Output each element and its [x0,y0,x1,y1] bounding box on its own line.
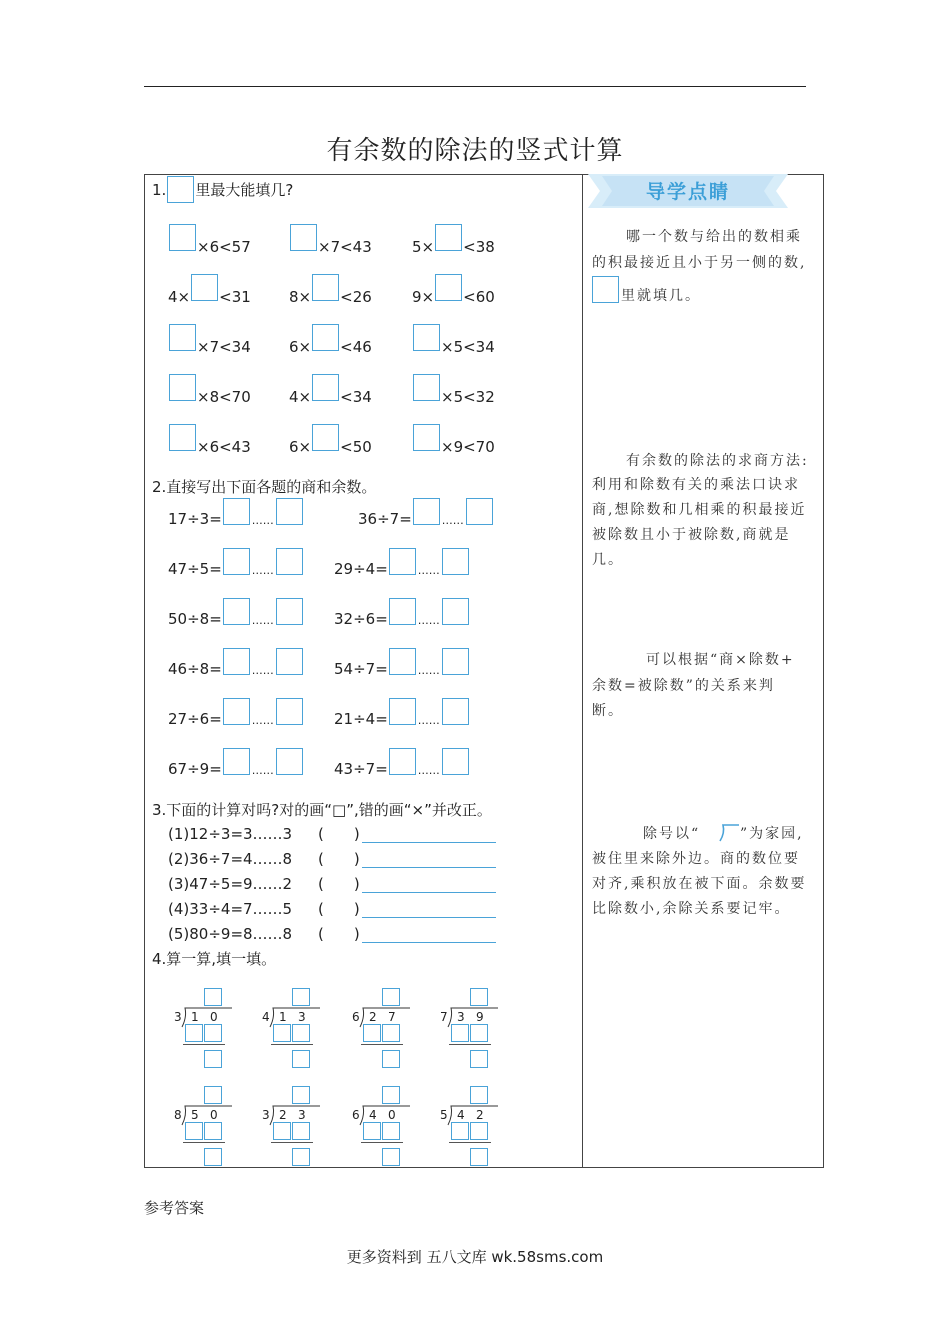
tip2-line5: 几。 [592,552,624,568]
divisor-digit: 6 [352,1108,360,1122]
q1-item-suffix: ×9<70 [441,438,495,456]
product-box[interactable] [204,1122,222,1140]
q1-answer-box[interactable] [435,274,462,301]
tip1-line3: 里就填几。 [621,288,701,304]
product-box[interactable] [273,1024,291,1042]
remainder-box[interactable] [442,598,469,625]
q1-item-suffix: <50 [340,438,372,456]
q1-item [289,274,372,306]
dividend-digit: 5 [191,1108,199,1122]
q3-statement: (3)47÷5=9……2 [168,875,293,893]
tip3-line3: 断。 [592,703,624,719]
tip4-line4: 比除数小,余除关系要记牢。 [592,901,791,917]
quotient-box[interactable] [389,748,416,775]
dividend-digit: 4 [369,1108,377,1122]
q1-answer-box[interactable] [413,424,440,451]
q3-correction-line[interactable] [362,917,496,918]
product-box[interactable] [363,1024,381,1042]
remainder-box[interactable] [466,498,493,525]
q1-item-suffix: ×6<43 [197,438,251,456]
q1-item [168,324,251,356]
q1-item [289,374,372,406]
q2-item [168,548,304,581]
product-box[interactable] [292,1122,310,1140]
q3-correction-line[interactable] [362,842,496,843]
quotient-box[interactable] [223,698,250,725]
q3-heading: 3.下面的计算对吗?对的画“□”,错的画“×”并改正。 [152,801,492,819]
q3-correction-line[interactable] [362,942,496,943]
quotient-box[interactable] [292,988,310,1006]
badge-title: 导学点睛 [645,181,730,203]
q1-item-suffix: <34 [340,388,372,406]
answer-box-icon [592,276,619,303]
column-divider [582,174,583,1168]
q1-item-prefix: 9× [412,288,435,306]
tip1-line2: 的积最接近且小于另一侧的数, [592,255,807,271]
quotient-box[interactable] [413,498,440,525]
q1-answer-box[interactable] [312,374,339,401]
q1-item-suffix: <38 [463,238,495,256]
remainder-dots: …… [251,564,274,577]
q3-correction-line[interactable] [362,867,496,868]
tip2-line1: 有余数的除法的求商方法: [626,453,809,469]
top-rule [144,86,806,87]
remainder-box[interactable] [276,648,303,675]
q3-statement: (5)80÷9=8……8 [168,925,293,943]
q1-item-prefix: 5× [412,238,435,256]
tip4-line1a: 除号以“ [643,826,701,842]
q3-judge-slot[interactable]: ( ) [318,875,360,893]
q1-item-suffix: <60 [463,288,495,306]
remainder-box[interactable] [442,748,469,775]
quotient-box[interactable] [470,988,488,1006]
q2-heading: 2.直接写出下面各题的商和余数。 [152,478,377,496]
quotient-box[interactable] [389,548,416,575]
tip3-line2: 余数=被除数”的关系来判 [592,678,775,694]
quotient-box[interactable] [389,598,416,625]
remainder-box[interactable] [382,1050,400,1068]
q2-item [334,698,470,731]
q3-judge-slot[interactable]: ( ) [318,850,360,868]
q1-answer-box[interactable] [191,274,218,301]
answers-label: 参考答案 [144,1199,205,1217]
q1-item-suffix: ×5<34 [441,338,495,356]
q3-statement: (4)33÷4=7……5 [168,900,293,918]
q3-statement: (1)12÷3=3……3 [168,825,293,843]
q2-expression: 29÷4= [334,560,388,578]
q1-answer-box[interactable] [169,224,196,251]
remainder-box[interactable] [442,548,469,575]
product-box[interactable] [363,1122,381,1140]
remainder-dots: …… [441,514,464,527]
q2-item [334,748,470,781]
q1-item-prefix: 6× [289,438,312,456]
remainder-box[interactable] [276,598,303,625]
dividend-digit: 4 [457,1108,465,1122]
product-box[interactable] [451,1122,469,1140]
subtraction-line [361,1142,403,1143]
dividend-digit: 2 [369,1010,377,1024]
q2-item [168,498,304,531]
remainder-dots: …… [251,714,274,727]
product-box[interactable] [292,1024,310,1042]
divisor-digit: 4 [262,1010,270,1024]
q2-item [168,698,304,731]
remainder-box[interactable] [442,698,469,725]
q1-answer-box[interactable] [290,224,317,251]
q1-answer-box[interactable] [312,424,339,451]
remainder-box[interactable] [470,1050,488,1068]
q2-expression: 54÷7= [334,660,388,678]
q1-item [168,224,251,256]
quotient-box[interactable] [470,1086,488,1104]
q2-expression: 67÷9= [168,760,222,778]
q1-item [168,424,251,456]
dividend-digit: 0 [388,1108,396,1122]
quotient-box[interactable] [223,598,250,625]
remainder-box[interactable] [276,548,303,575]
q1-item-suffix: ×6<57 [197,238,251,256]
answer-box-icon [167,176,194,203]
subtraction-line [449,1142,491,1143]
tip3-line1: 可以根据“商×除数+ [646,652,795,668]
q2-item [168,598,304,631]
remainder-dots: …… [417,564,440,577]
q2-item [334,548,470,581]
remainder-box[interactable] [276,698,303,725]
divisor-digit: 6 [352,1010,360,1024]
remainder-box[interactable] [276,498,303,525]
q1-item-suffix: ×7<34 [197,338,251,356]
quotient-box[interactable] [382,988,400,1006]
quotient-box[interactable] [223,748,250,775]
q2-expression: 21÷4= [334,710,388,728]
product-box[interactable] [451,1024,469,1042]
tip1-line1: 哪一个数与给出的数相乘 [626,229,802,245]
tip4-line3: 对齐,乘积放在被下面。余数要 [592,876,807,892]
dividend-digit: 3 [457,1010,465,1024]
subtraction-line [183,1142,225,1143]
tip4-line2: 被住里来除外边。商的数位要 [592,851,800,867]
q1-item-suffix: ×7<43 [318,238,372,256]
q3-judge-slot[interactable]: ( ) [318,925,360,943]
divisor-digit: 7 [440,1010,448,1024]
q1-answer-box[interactable] [435,224,462,251]
subtraction-line [449,1044,491,1045]
quotient-box[interactable] [389,698,416,725]
quotient-box[interactable] [223,648,250,675]
q2-expression: 36÷7= [358,510,412,528]
q1-item-suffix: ×5<32 [441,388,495,406]
q1-item [412,274,495,306]
remainder-dots: …… [251,664,274,677]
dividend-digit: 0 [210,1108,218,1122]
q1-item-suffix: <31 [219,288,251,306]
quotient-box[interactable] [204,988,222,1006]
q3-judge-slot[interactable]: ( ) [318,900,360,918]
tip4-line1b: ”为家园, [740,826,804,842]
subtraction-line [361,1044,403,1045]
q2-item [168,648,304,681]
q3-judge-slot[interactable]: ( ) [318,825,360,843]
remainder-box[interactable] [292,1148,310,1166]
remainder-box[interactable] [442,648,469,675]
remainder-box[interactable] [204,1050,222,1068]
page-title: 有余数的除法的竖式计算 [326,136,624,166]
dividend-digit: 2 [279,1108,287,1122]
tip2-line3: 商,想除数和几相乘的积最接近 [592,502,807,518]
q1-item [168,374,251,406]
q1-item-prefix: 4× [168,288,191,306]
quotient-box[interactable] [223,498,250,525]
product-box[interactable] [185,1024,203,1042]
q1-item-suffix: <26 [340,288,372,306]
remainder-dots: …… [251,514,274,527]
product-box[interactable] [204,1024,222,1042]
dividend-digit: 0 [210,1010,218,1024]
q2-expression: 50÷8= [168,610,222,628]
dividend-digit: 9 [476,1010,484,1024]
divisor-digit: 5 [440,1108,448,1122]
divisor-digit: 3 [174,1010,182,1024]
dividend-digit: 2 [476,1108,484,1122]
q2-expression: 43÷7= [334,760,388,778]
q2-expression: 17÷3= [168,510,222,528]
q1-item [168,274,251,306]
q4-heading: 4.算一算,填一填。 [152,950,277,968]
remainder-dots: …… [417,614,440,627]
q1-item [289,224,372,256]
q3-correction-line[interactable] [362,892,496,893]
remainder-box[interactable] [382,1148,400,1166]
remainder-dots: …… [417,764,440,777]
dividend-digit: 1 [191,1010,199,1024]
q2-item [358,498,494,531]
q2-item [334,598,470,631]
quotient-box[interactable] [292,1086,310,1104]
division-bracket-icon [716,824,740,842]
q2-item [168,748,304,781]
quotient-box[interactable] [223,548,250,575]
q2-expression: 47÷5= [168,560,222,578]
q1-item-prefix: 6× [289,338,312,356]
quotient-box[interactable] [204,1086,222,1104]
q1-item-prefix: 8× [289,288,312,306]
q1-item [412,224,495,256]
remainder-box[interactable] [276,748,303,775]
remainder-dots: …… [417,714,440,727]
product-box[interactable] [382,1024,400,1042]
q1-answer-box[interactable] [413,324,440,351]
footer-text: 更多资料到 五八文库 wk.58sms.com [346,1248,604,1266]
subtraction-line [183,1044,225,1045]
q2-expression: 32÷6= [334,610,388,628]
q1-answer-box[interactable] [312,324,339,351]
remainder-dots: …… [251,614,274,627]
q1-item [412,424,495,456]
remainder-dots: …… [251,764,274,777]
tip2-line2: 利用和除数有关的乘法口诀求 [592,477,800,493]
q1-answer-box[interactable] [169,374,196,401]
dividend-digit: 3 [298,1108,306,1122]
divisor-digit: 3 [262,1108,270,1122]
dividend-digit: 7 [388,1010,396,1024]
product-box[interactable] [185,1122,203,1140]
product-box[interactable] [470,1024,488,1042]
q3-statement: (2)36÷7=4……8 [168,850,293,868]
dividend-digit: 1 [279,1010,287,1024]
subtraction-line [271,1044,313,1045]
q1-answer-box[interactable] [413,374,440,401]
product-box[interactable] [273,1122,291,1140]
remainder-box[interactable] [292,1050,310,1068]
q1-item [412,374,495,406]
q2-expression: 27÷6= [168,710,222,728]
q1-item [289,424,372,456]
q1-item-suffix: ×8<70 [197,388,251,406]
q1-answer-box[interactable] [169,324,196,351]
q1-item-prefix: 4× [289,388,312,406]
subtraction-line [271,1142,313,1143]
tip2-line4: 被除数且小于被除数,商就是 [592,527,791,543]
quotient-box[interactable] [382,1086,400,1104]
quotient-box[interactable] [389,648,416,675]
remainder-dots: …… [417,664,440,677]
q1-heading: 1. 里最大能填几? [152,176,293,203]
q1-item [412,324,495,356]
divisor-digit: 8 [174,1108,182,1122]
q2-expression: 46÷8= [168,660,222,678]
product-box[interactable] [382,1122,400,1140]
q1-answer-box[interactable] [169,424,196,451]
remainder-box[interactable] [204,1148,222,1166]
product-box[interactable] [470,1122,488,1140]
q1-answer-box[interactable] [312,274,339,301]
remainder-box[interactable] [470,1148,488,1166]
q1-item [289,324,372,356]
dividend-digit: 3 [298,1010,306,1024]
q1-item-suffix: <46 [340,338,372,356]
q2-item [334,648,470,681]
